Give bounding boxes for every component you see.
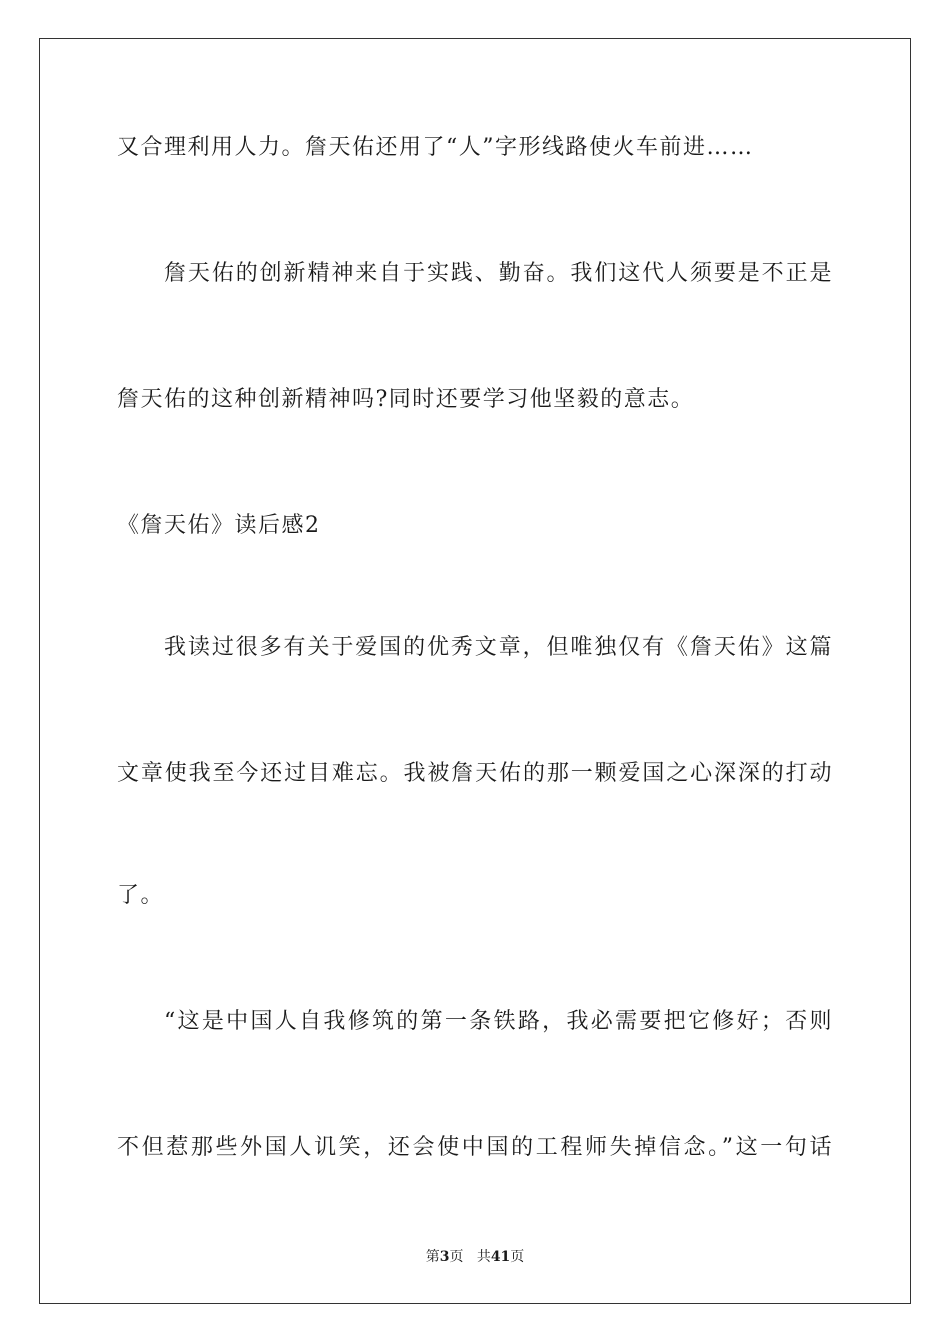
page-suffix: 页 — [449, 1249, 464, 1265]
paragraph-line: 又合理利用人力。詹天佑还用了“人”字形线路使火车前进…… — [117, 135, 754, 160]
total-prefix: 共 — [476, 1249, 491, 1265]
paragraph-line: 詹天佑的创新精神来自于实践、勤奋。我们这代人须要是不正是 — [164, 261, 833, 286]
total-suffix: 页 — [510, 1249, 525, 1265]
total-pages: 41 — [490, 1249, 511, 1265]
paragraph-line: 我读过很多有关于爱国的优秀文章，但唯独仅有《詹天佑》这篇 — [164, 635, 833, 660]
paragraph-line: 詹天佑的这种创新精神吗?同时还要学习他坚毅的意志。 — [117, 387, 695, 412]
section-heading: 《詹天佑》读后感2 — [117, 513, 321, 538]
paragraph-line: 文章使我至今还过目难忘。我被詹天佑的那一颗爱国之心深深的打动 — [117, 761, 833, 786]
page-number: 3 — [439, 1249, 450, 1265]
footer-prefix: 第 — [425, 1249, 440, 1265]
paragraph-line: 不但惹那些外国人讥笑，还会使中国的工程师失掉信念。”这一句话 — [117, 1135, 833, 1160]
paragraph-line: “这是中国人自我修筑的第一条铁路，我必需要把它修好；否则 — [164, 1009, 833, 1034]
paragraph-line: 了。 — [117, 883, 165, 908]
page-border — [39, 38, 911, 1304]
page-footer — [0, 1247, 950, 1267]
